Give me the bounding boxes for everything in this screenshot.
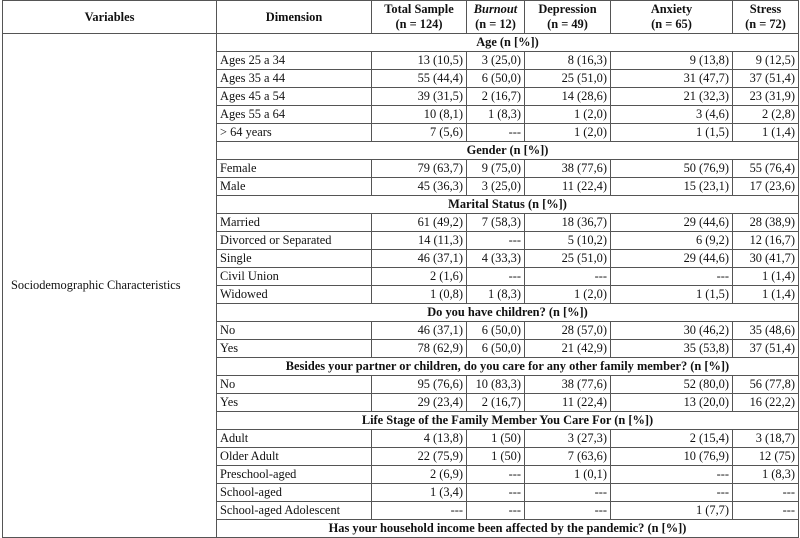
value-cell: 10 (76,9) [611, 448, 733, 466]
header-anxiety [611, 1, 733, 34]
value-cell: 35 (53,8) [611, 340, 733, 358]
value-cell: 95 (76,6) [372, 376, 467, 394]
dimension-cell: Older Adult [217, 448, 372, 466]
value-cell: 52 (80,0) [611, 376, 733, 394]
dimension-cell: Preschool-aged [217, 466, 372, 484]
value-cell: 7 (63,6) [525, 448, 611, 466]
dimension-cell: Widowed [217, 286, 372, 304]
value-cell: 1 (1,5) [611, 124, 733, 142]
value-cell: 11 (22,4) [525, 178, 611, 196]
value-cell: 38 (77,6) [525, 160, 611, 178]
value-cell: --- [611, 268, 733, 286]
value-cell: 11 (22,4) [525, 394, 611, 412]
value-cell: 13 (20,0) [611, 394, 733, 412]
value-cell: --- [733, 484, 799, 502]
value-cell: 29 (44,6) [611, 214, 733, 232]
header-dimension: Dimension [217, 1, 372, 34]
value-cell: 15 (23,1) [611, 178, 733, 196]
section-header-row [3, 34, 799, 52]
value-cell: 3 (27,3) [525, 430, 611, 448]
value-cell: 21 (42,9) [525, 340, 611, 358]
value-cell: 1 (50) [467, 430, 525, 448]
header-row [3, 1, 799, 34]
dimension-cell: School-aged Adolescent [217, 502, 372, 520]
value-cell: 1 (50) [467, 448, 525, 466]
value-cell: 7 (58,3) [467, 214, 525, 232]
value-cell: 9 (75,0) [467, 160, 525, 178]
value-cell: 45 (36,3) [372, 178, 467, 196]
header-depression-label: Depression [538, 2, 597, 16]
value-cell: 1 (2,0) [525, 286, 611, 304]
data-table [2, 0, 799, 538]
dimension-cell: Ages 35 a 44 [217, 70, 372, 88]
value-cell: 12 (75) [733, 448, 799, 466]
value-cell: 46 (37,1) [372, 250, 467, 268]
table-body [3, 34, 799, 538]
header-variables: Variables [3, 1, 217, 34]
dimension-cell: Adult [217, 430, 372, 448]
section-title: Do you have children? (n [%]) [217, 304, 799, 322]
value-cell: --- [525, 484, 611, 502]
value-cell: 1 (7,7) [611, 502, 733, 520]
value-cell: 2 (1,6) [372, 268, 467, 286]
header-total-sample-label: Total Sample [384, 2, 454, 16]
value-cell: 3 (18,7) [733, 430, 799, 448]
header-burnout-n: (n = 12) [475, 17, 516, 31]
dimension-cell: > 64 years [217, 124, 372, 142]
dimension-cell: Yes [217, 394, 372, 412]
value-cell: 1 (8,3) [467, 106, 525, 124]
value-cell: --- [467, 484, 525, 502]
category-label: Sociodemographic Characteristics [3, 34, 217, 538]
value-cell: --- [733, 502, 799, 520]
value-cell: --- [372, 502, 467, 520]
header-burnout-label: Burnout [473, 2, 518, 16]
value-cell: 16 (22,2) [733, 394, 799, 412]
value-cell: 3 (4,6) [611, 106, 733, 124]
value-cell: 14 (28,6) [525, 88, 611, 106]
value-cell: 3 (25,0) [467, 178, 525, 196]
header-total-sample-n: (n = 124) [395, 17, 443, 31]
value-cell: 6 (9,2) [611, 232, 733, 250]
header-anxiety-n: (n = 65) [651, 17, 692, 31]
value-cell: --- [467, 232, 525, 250]
value-cell: 29 (23,4) [372, 394, 467, 412]
value-cell: 35 (48,6) [733, 322, 799, 340]
value-cell: 46 (37,1) [372, 322, 467, 340]
value-cell: 12 (16,7) [733, 232, 799, 250]
header-stress [733, 1, 799, 34]
value-cell: 18 (36,7) [525, 214, 611, 232]
value-cell: 37 (51,4) [733, 70, 799, 88]
value-cell: 30 (41,7) [733, 250, 799, 268]
section-title: Marital Status (n [%]) [217, 196, 799, 214]
value-cell: 8 (16,3) [525, 52, 611, 70]
value-cell: 6 (50,0) [467, 340, 525, 358]
value-cell: 17 (23,6) [733, 178, 799, 196]
section-title: Besides your partner or children, do you care for any other family member? (n [%]) [217, 358, 799, 376]
header-stress-label: Stress [749, 2, 782, 16]
dimension-cell: Yes [217, 340, 372, 358]
value-cell: 2 (16,7) [467, 88, 525, 106]
value-cell: 1 (1,4) [733, 124, 799, 142]
value-cell: 1 (1,5) [611, 286, 733, 304]
value-cell: 30 (46,2) [611, 322, 733, 340]
value-cell: 55 (76,4) [733, 160, 799, 178]
value-cell: 55 (44,4) [372, 70, 467, 88]
value-cell: --- [611, 466, 733, 484]
value-cell: 50 (76,9) [611, 160, 733, 178]
dimension-cell: Divorced or Separated [217, 232, 372, 250]
value-cell: 9 (13,8) [611, 52, 733, 70]
dimension-cell: No [217, 376, 372, 394]
value-cell: 2 (15,4) [611, 430, 733, 448]
header-anxiety-label: Anxiety [650, 2, 693, 16]
value-cell: 78 (62,9) [372, 340, 467, 358]
dimension-cell: Ages 25 a 34 [217, 52, 372, 70]
value-cell: 28 (38,9) [733, 214, 799, 232]
dimension-cell: Married [217, 214, 372, 232]
value-cell: --- [467, 502, 525, 520]
value-cell: 25 (51,0) [525, 250, 611, 268]
value-cell: --- [525, 502, 611, 520]
value-cell: 9 (12,5) [733, 52, 799, 70]
value-cell: 61 (49,2) [372, 214, 467, 232]
dimension-cell: Ages 55 a 64 [217, 106, 372, 124]
header-burnout [467, 1, 525, 34]
value-cell: 22 (75,9) [372, 448, 467, 466]
value-cell: --- [467, 124, 525, 142]
dimension-cell: Male [217, 178, 372, 196]
value-cell: 2 (6,9) [372, 466, 467, 484]
value-cell: 2 (2,8) [733, 106, 799, 124]
value-cell: 10 (83,3) [467, 376, 525, 394]
value-cell: 7 (5,6) [372, 124, 467, 142]
value-cell: 1 (1,4) [733, 286, 799, 304]
dimension-cell: Ages 45 a 54 [217, 88, 372, 106]
value-cell: 38 (77,6) [525, 376, 611, 394]
value-cell: 1 (3,4) [372, 484, 467, 502]
header-depression [525, 1, 611, 34]
value-cell: 28 (57,0) [525, 322, 611, 340]
value-cell: --- [467, 466, 525, 484]
header-stress-n: (n = 72) [745, 17, 786, 31]
section-title: Age (n [%]) [217, 34, 799, 52]
value-cell: 1 (8,3) [733, 466, 799, 484]
value-cell: 4 (33,3) [467, 250, 525, 268]
dimension-cell: Single [217, 250, 372, 268]
value-cell: 1 (1,4) [733, 268, 799, 286]
value-cell: 39 (31,5) [372, 88, 467, 106]
value-cell: 1 (8,3) [467, 286, 525, 304]
dimension-cell: School-aged [217, 484, 372, 502]
value-cell: 56 (77,8) [733, 376, 799, 394]
value-cell: 1 (2,0) [525, 124, 611, 142]
section-title: Has your household income been affected by the pandemic? (n [%]) [217, 520, 799, 538]
section-title: Gender (n [%]) [217, 142, 799, 160]
header-total-sample [372, 1, 467, 34]
value-cell: 1 (0,1) [525, 466, 611, 484]
dimension-cell: No [217, 322, 372, 340]
value-cell: --- [525, 268, 611, 286]
value-cell: 1 (0,8) [372, 286, 467, 304]
value-cell: --- [467, 268, 525, 286]
value-cell: 2 (16,7) [467, 394, 525, 412]
section-title: Life Stage of the Family Member You Care For (n [%]) [217, 412, 799, 430]
value-cell: 13 (10,5) [372, 52, 467, 70]
value-cell: 37 (51,4) [733, 340, 799, 358]
value-cell: 6 (50,0) [467, 322, 525, 340]
value-cell: 79 (63,7) [372, 160, 467, 178]
value-cell: 6 (50,0) [467, 70, 525, 88]
value-cell: 4 (13,8) [372, 430, 467, 448]
value-cell: 5 (10,2) [525, 232, 611, 250]
dimension-cell: Female [217, 160, 372, 178]
value-cell: 10 (8,1) [372, 106, 467, 124]
value-cell: 31 (47,7) [611, 70, 733, 88]
value-cell: 1 (2,0) [525, 106, 611, 124]
header-depression-n: (n = 49) [547, 17, 588, 31]
value-cell: 29 (44,6) [611, 250, 733, 268]
dimension-cell: Civil Union [217, 268, 372, 286]
value-cell: 3 (25,0) [467, 52, 525, 70]
value-cell: 14 (11,3) [372, 232, 467, 250]
value-cell: 23 (31,9) [733, 88, 799, 106]
value-cell: --- [611, 484, 733, 502]
value-cell: 21 (32,3) [611, 88, 733, 106]
value-cell: 25 (51,0) [525, 70, 611, 88]
